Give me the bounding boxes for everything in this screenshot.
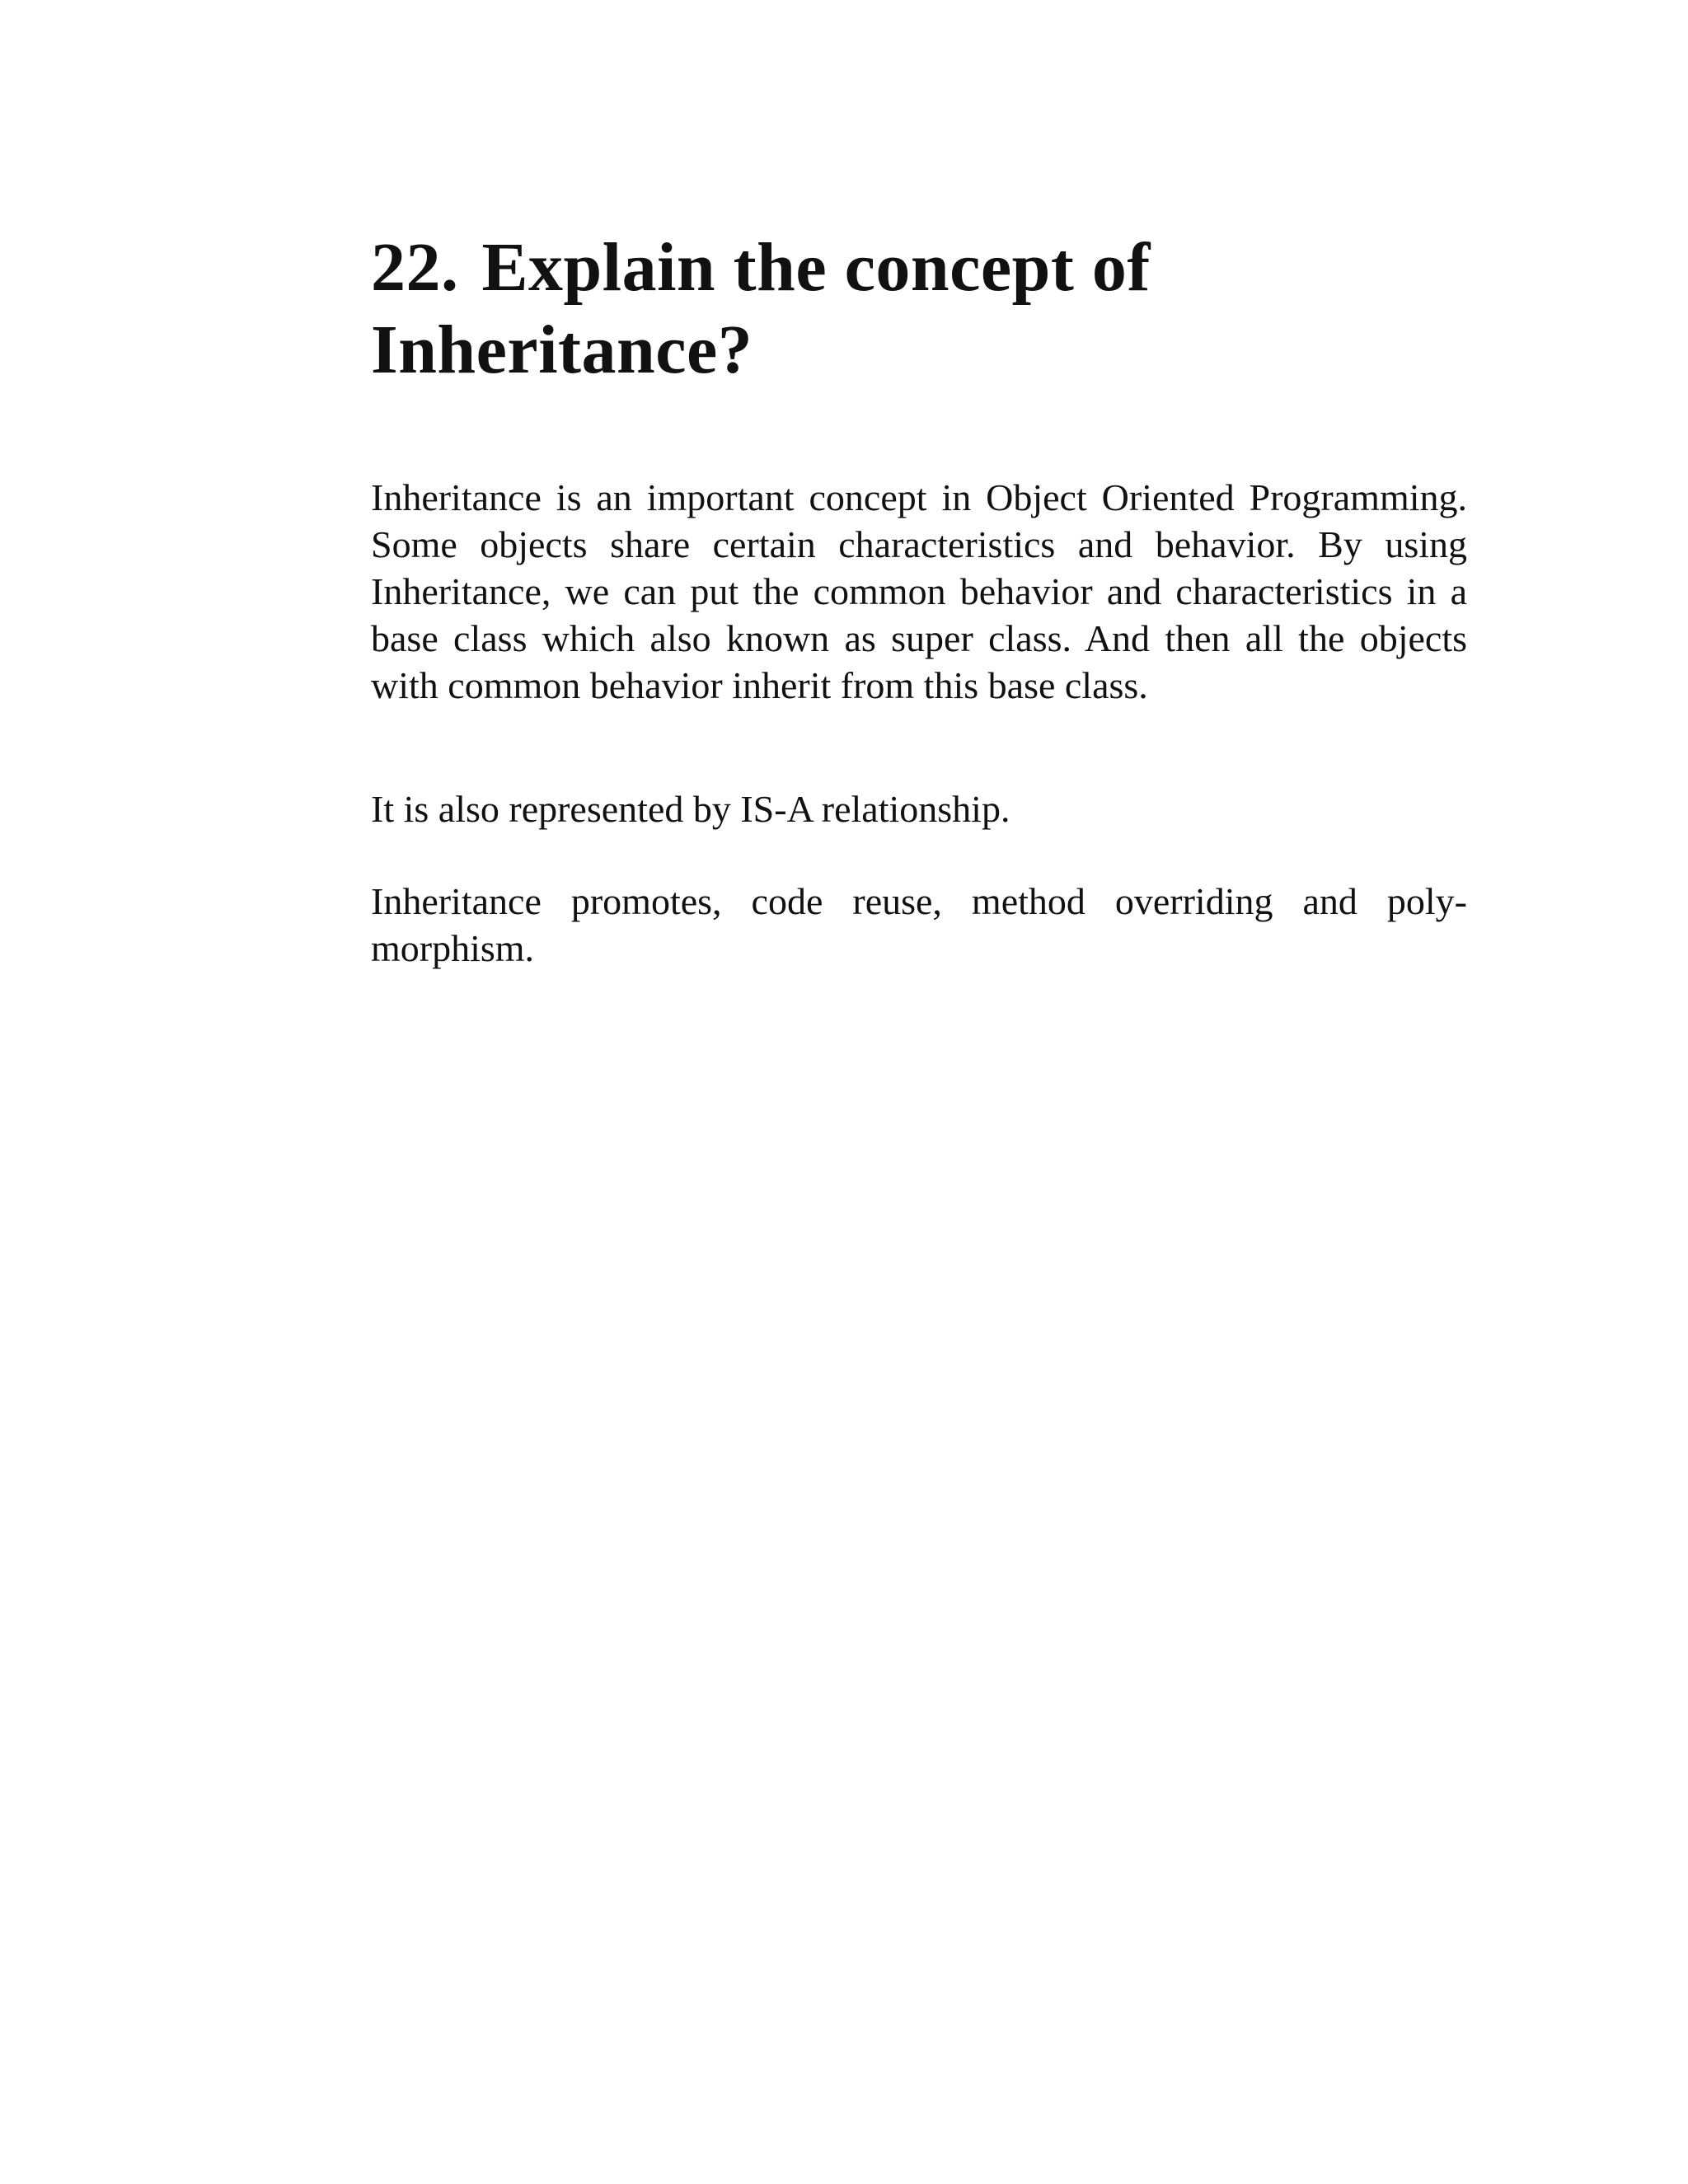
question-heading (371, 227, 1467, 391)
paragraph-benefits: Inheritance promotes, code reuse, method overriding and poly-morphism. (371, 880, 1467, 969)
paragraph-definition: Inheritance is an important concept in Object Oriented Programming. Some objects share certain characteristics and behavior. By using Inheritance, we can put the common behavior and characteristics in a base class which also known as super class. And then all the objects with common behavior inherit from this base class. (371, 476, 1467, 706)
heading-line-2: Inheritance? (371, 312, 753, 388)
paragraph-is-a: It is also represented by IS-A relationship. (371, 788, 1010, 830)
page-content (371, 227, 1467, 972)
heading-line-1: Explain the concept of (481, 229, 1151, 306)
question-number: 22. (371, 229, 459, 306)
